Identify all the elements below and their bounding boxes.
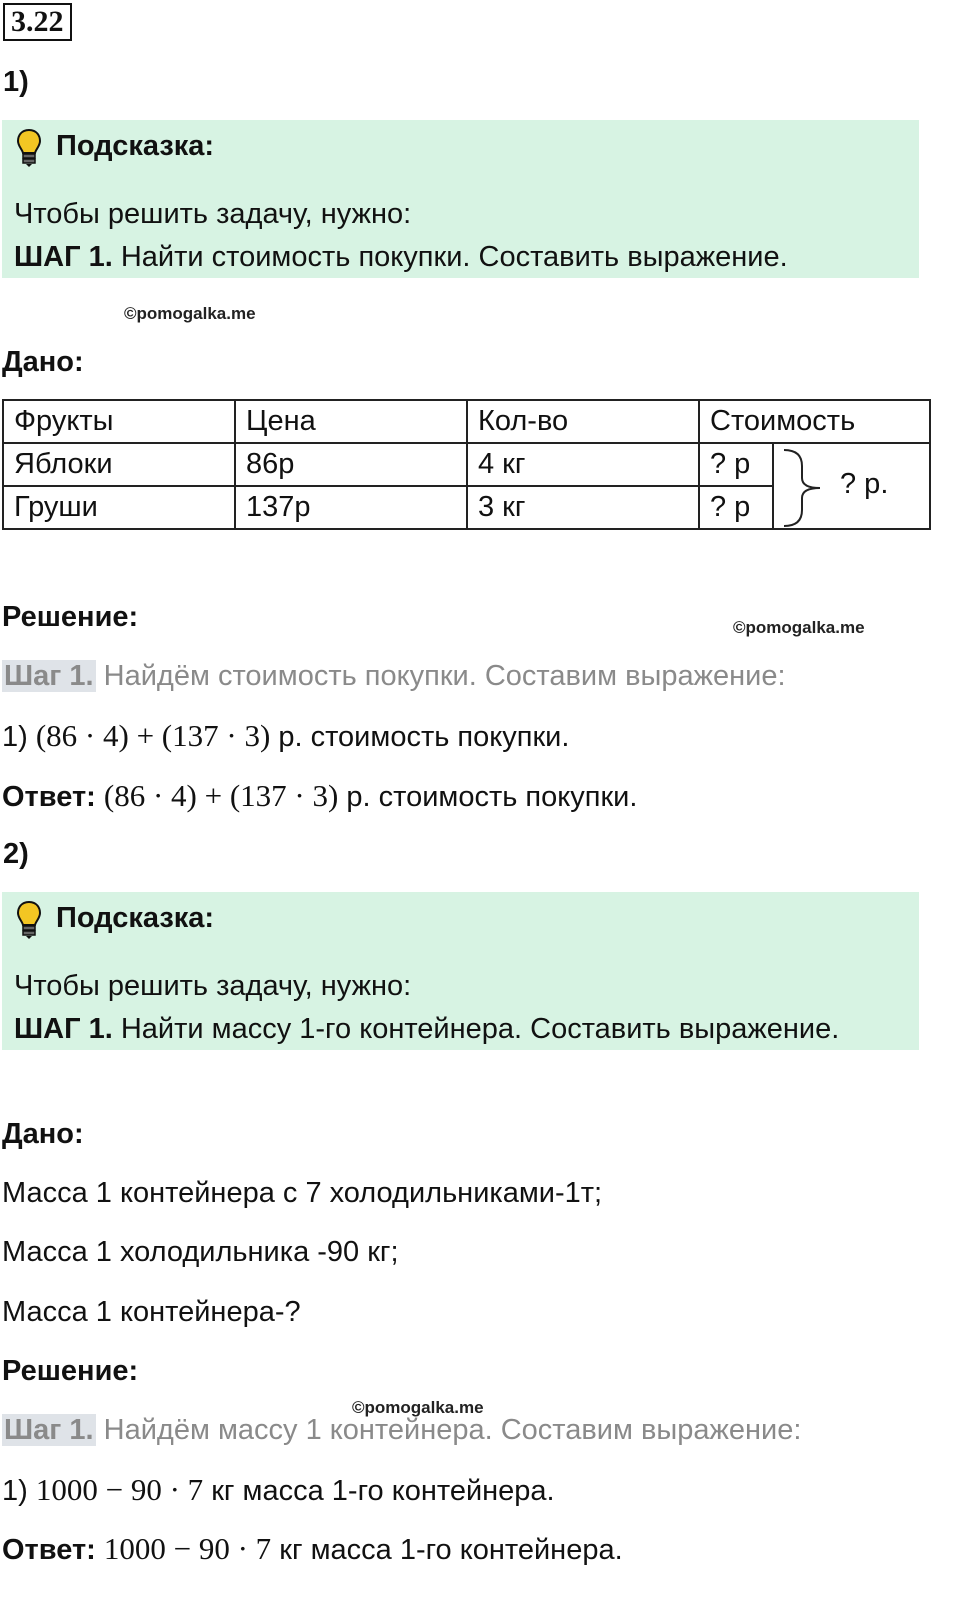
given-label: Дано: <box>2 346 84 378</box>
step-label: Шаг 1. <box>4 1414 94 1446</box>
math-expression: 1000 − 90 · 7 <box>103 1531 272 1566</box>
answer-suffix: кг масса 1-го контейнера. <box>279 1534 623 1566</box>
answer-label: Ответ: <box>2 781 96 813</box>
problem-number: 3.22 <box>3 3 72 41</box>
hint-step-label: ШАГ 1. <box>14 1013 113 1045</box>
hint-step <box>14 239 788 275</box>
hint-step-label: ШАГ 1. <box>14 241 113 273</box>
hint-step-text: Найти массу 1-го контейнера. Составить выражение. <box>120 1013 840 1045</box>
curly-brace-icon <box>780 448 830 528</box>
solution-step <box>2 658 786 694</box>
line-suffix: кг масса 1-го контейнера. <box>211 1475 555 1507</box>
table-header-cell: Фрукты <box>3 400 235 443</box>
solution-label: Решение: <box>2 601 139 633</box>
hint-title: Подсказка: <box>56 902 215 934</box>
answer-label: Ответ: <box>2 1534 96 1566</box>
solution-line <box>2 718 569 755</box>
table-cell: Груши <box>3 486 235 529</box>
step-text: Найдём стоимость покупки. Составим выражение: <box>103 660 786 692</box>
table-row <box>3 443 930 486</box>
table-cell: 3 кг <box>467 486 699 529</box>
hint-line: Чтобы решить задачу, нужно: <box>14 970 412 1002</box>
solution-line <box>2 1472 555 1509</box>
hint-line: Чтобы решить задачу, нужно: <box>14 198 412 230</box>
hint-box-2 <box>2 892 919 1050</box>
given-line: Масса 1 контейнера-? <box>2 1296 301 1328</box>
lightbulb-icon <box>16 128 42 168</box>
table-header-cell: Стоимость <box>699 400 930 443</box>
given-line: Масса 1 контейнера с 7 холодильниками-1т; <box>2 1177 603 1209</box>
table-cell: 137р <box>235 486 467 529</box>
part-1-label: 1) <box>3 66 29 98</box>
hint-step-text: Найти стоимость покупки. Составить выражение. <box>120 241 788 273</box>
given-table <box>2 399 931 530</box>
math-expression: 1000 − 90 · 7 <box>35 1472 204 1507</box>
watermark: ©pomogalka.me <box>352 1398 484 1417</box>
line-prefix: 1) <box>2 721 28 753</box>
table-cell: 4 кг <box>467 443 699 486</box>
table-cell: 86р <box>235 443 467 486</box>
given-line: Масса 1 холодильника -90 кг; <box>2 1236 399 1268</box>
answer-suffix: р. стоимость покупки. <box>346 781 638 813</box>
step-label: Шаг 1. <box>4 660 94 692</box>
solution-step <box>2 1412 801 1448</box>
hint-step <box>14 1011 839 1047</box>
table-header-cell: Цена <box>235 400 467 443</box>
solution-label: Решение: <box>2 1355 139 1387</box>
table-cell: Яблоки <box>3 443 235 486</box>
math-expression: (86 · 4) + (137 · 3) <box>103 778 339 813</box>
answer-line <box>2 778 637 815</box>
table-header-row <box>3 400 930 443</box>
line-suffix: р. стоимость покупки. <box>278 721 570 753</box>
step-text: Найдём массу 1 контейнера. Составим выражение: <box>103 1414 802 1446</box>
total-cost: ? р. <box>840 468 889 500</box>
watermark: ©pomogalka.me <box>124 304 256 323</box>
table-cell: ? р <box>699 486 773 529</box>
hint-title: Подсказка: <box>56 130 215 162</box>
math-expression: (86 · 4) + (137 · 3) <box>35 718 271 753</box>
part-2-label: 2) <box>3 838 29 870</box>
lightbulb-icon <box>16 900 42 940</box>
given-label: Дано: <box>2 1118 84 1150</box>
table-header-cell: Кол-во <box>467 400 699 443</box>
answer-line <box>2 1531 623 1568</box>
line-prefix: 1) <box>2 1475 28 1507</box>
table-total-cell <box>773 443 930 529</box>
watermark: ©pomogalka.me <box>733 618 865 637</box>
table-cell: ? р <box>699 443 773 486</box>
hint-box-1 <box>2 120 919 278</box>
